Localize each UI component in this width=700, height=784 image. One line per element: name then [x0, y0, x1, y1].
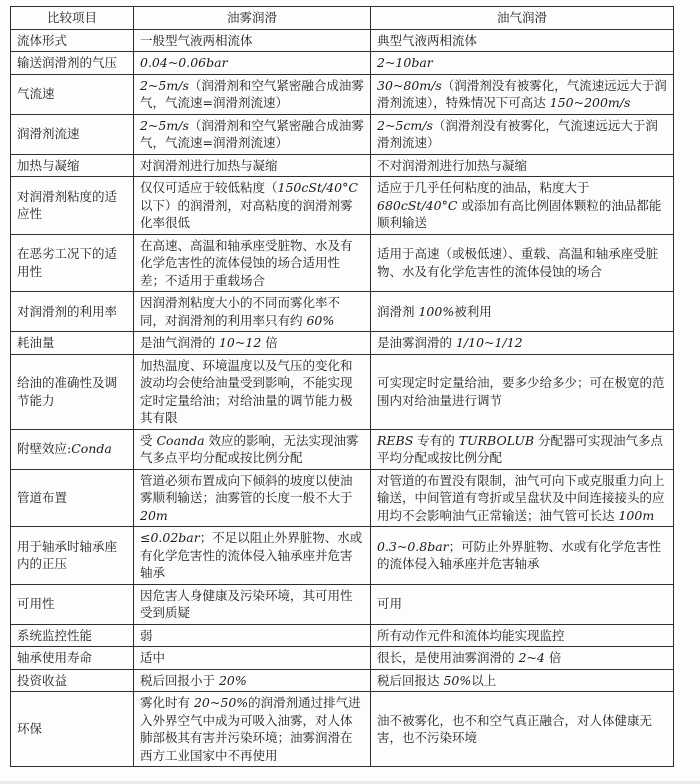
table-row	[11, 669, 674, 692]
oil-air-cell: 2~5cm/s（润滑剂没有被雾化，气流速远远大于润滑剂流速）	[371, 114, 674, 154]
table-row	[11, 429, 674, 469]
table-row	[11, 52, 674, 75]
table-row	[11, 354, 674, 429]
table-row	[11, 177, 674, 235]
table-header-row	[11, 7, 674, 30]
table-row	[11, 469, 674, 527]
table-row	[11, 292, 674, 332]
oil-air-cell: 0.3~0.8bar；可防止外界脏物、水或有化学危害性的流体侵入轴承座并危害轴承	[371, 527, 674, 585]
row-label: 给油的准确性及调节能力	[11, 354, 134, 429]
row-label: 附壁效应:Conda	[11, 429, 134, 469]
table-row	[11, 234, 674, 292]
oil-air-cell: 30~80m/s（润滑剂没有被雾化，气流速远远大于润滑剂流速），特殊情况下可高达 150~200m/s	[371, 74, 674, 114]
table-row	[11, 74, 674, 114]
oil-air-cell: 油不被雾化，也不和空气真正融合，对人体健康无害，也不污染环境	[371, 692, 674, 767]
oil-air-cell: 是油雾润滑的 1/10~1/12	[371, 332, 674, 355]
oil-mist-cell: 0.04~0.06bar	[134, 52, 371, 75]
oil-mist-cell: 在高速、高温和轴承座受脏物、水及有化学危害性的流体侵蚀的场合适用性差；不适用于重载场合	[134, 234, 371, 292]
oil-air-cell: 很长，是使用油雾润滑的 2~4 倍	[371, 647, 674, 670]
oil-air-cell: 不对润滑剂进行加热与凝缩	[371, 154, 674, 177]
oil-mist-cell: 是油气润滑的 10~12 倍	[134, 332, 371, 355]
header-oil-mist: 油雾润滑	[134, 7, 371, 30]
oil-mist-cell: 税后回报小于 20%	[134, 669, 371, 692]
oil-mist-cell: 受 Coanda 效应的影响，无法实现油雾气多点平均分配或按比例分配	[134, 429, 371, 469]
row-label: 轴承使用寿命	[11, 647, 134, 670]
row-label: 气流速	[11, 74, 134, 114]
row-label: 输送润滑剂的气压	[11, 52, 134, 75]
oil-air-cell: 适应于几乎任何粘度的油品，粘度大于 680cSt/40°C 或添加有高比例固体颗粒的油品都能顺利输送	[371, 177, 674, 235]
oil-mist-cell: 加热温度、环境温度以及气压的变化和波动均会使给油量受到影响，不能实现定时定量给油；对给油量的调节能力极其有限	[134, 354, 371, 429]
table-row	[11, 332, 674, 355]
oil-mist-cell: 一般型气液两相流体	[134, 29, 371, 52]
row-label: 耗油量	[11, 332, 134, 355]
oil-mist-cell: 因润滑剂粘度大小的不同而雾化率不同，对润滑剂的利用率只有约 60%	[134, 292, 371, 332]
oil-mist-cell: 2~5m/s（润滑剂和空气紧密融合成油雾气，气流速=润滑剂流速）	[134, 74, 371, 114]
oil-air-cell: 2~10bar	[371, 52, 674, 75]
oil-air-cell: 润滑剂 100%被利用	[371, 292, 674, 332]
oil-mist-cell: 对润滑剂进行加热与凝缩	[134, 154, 371, 177]
row-label: 系统监控性能	[11, 624, 134, 647]
oil-mist-cell: ≤0.02bar；不足以阻止外界脏物、水或有化学危害性的流体侵入轴承座并危害轴承	[134, 527, 371, 585]
oil-mist-cell: 雾化时有 20~50%的润滑剂通过排气进入外界空气中成为可吸入油雾，对人体肺部极其有害并污染环境；油雾润滑在西方工业国家中不再使用	[134, 692, 371, 767]
table-row	[11, 527, 674, 585]
row-label: 管道布置	[11, 469, 134, 527]
oil-mist-cell: 2~5m/s（润滑剂和空气紧密融合成油雾气，气流速=润滑剂流速）	[134, 114, 371, 154]
row-label: 可用性	[11, 584, 134, 624]
oil-air-cell: 典型气液两相流体	[371, 29, 674, 52]
table-row	[11, 114, 674, 154]
table-row	[11, 584, 674, 624]
table-row	[11, 29, 674, 52]
table-row	[11, 624, 674, 647]
oil-mist-cell: 弱	[134, 624, 371, 647]
oil-air-cell: 税后回报达 50%以上	[371, 669, 674, 692]
row-label: 在恶劣工况下的适用性	[11, 234, 134, 292]
oil-air-cell: 可用	[371, 584, 674, 624]
oil-mist-cell: 管道必须布置成向下倾斜的坡度以使油雾顺利输送；油雾管的长度一般不大于 20m	[134, 469, 371, 527]
header-oil-air: 油气润滑	[371, 7, 674, 30]
oil-mist-cell: 仅仅可适应于较低粘度（150cSt/40°C 以下）的润滑剂，对高粘度的润滑剂雾化率很低	[134, 177, 371, 235]
table-row	[11, 647, 674, 670]
row-label: 对润滑剂粘度的适应性	[11, 177, 134, 235]
lubrication-comparison-table	[10, 6, 674, 767]
table-row	[11, 154, 674, 177]
oil-mist-cell: 因危害人身健康及污染环境，其可用性受到质疑	[134, 584, 371, 624]
row-label: 投资收益	[11, 669, 134, 692]
row-label: 环保	[11, 692, 134, 767]
oil-air-cell: 适用于高速（或极低速）、重载、高温和轴承座受脏物、水及有化学危害性的流体侵蚀的场合	[371, 234, 674, 292]
oil-air-cell: 可实现定时定量给油，要多少给多少；可在极宽的范围内对给油量进行调节	[371, 354, 674, 429]
row-label: 对润滑剂的利用率	[11, 292, 134, 332]
row-label: 流体形式	[11, 29, 134, 52]
oil-mist-cell: 适中	[134, 647, 371, 670]
oil-air-cell: 对管道的布置没有限制，油气可向下或克服重力向上输送，中间管道有弯折或呈盘状及中间连接接头的应用均不会影响油气正常输送；油气管可长达 100m	[371, 469, 674, 527]
row-label: 加热与凝缩	[11, 154, 134, 177]
table-row	[11, 692, 674, 767]
oil-air-cell: REBS 专有的 TURBOLUB 分配器可实现油气多点平均分配或按比例分配	[371, 429, 674, 469]
row-label: 润滑剂流速	[11, 114, 134, 154]
row-label: 用于轴承时轴承座内的正压	[11, 527, 134, 585]
oil-air-cell: 所有动作元件和流体均能实现监控	[371, 624, 674, 647]
header-compare-item: 比较项目	[11, 7, 134, 30]
